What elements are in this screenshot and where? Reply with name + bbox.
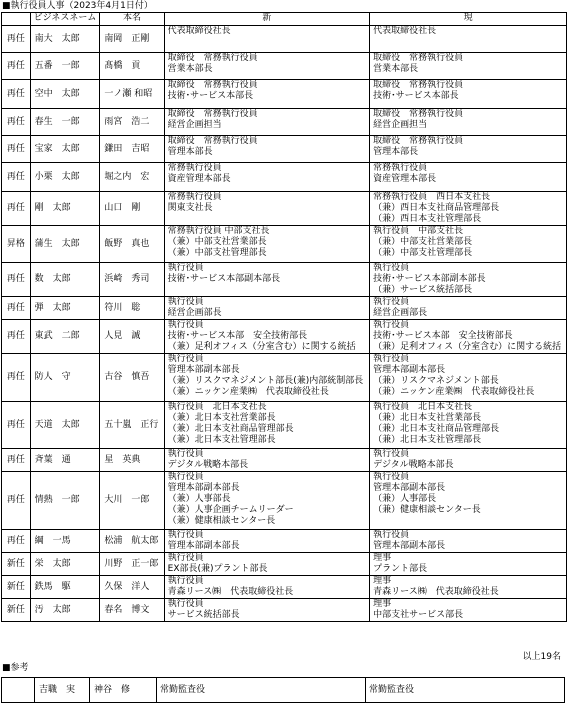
position-line: 常務執行役員 [167,192,222,202]
business-name-cell: 斉葉 通 [30,449,100,472]
position-line: 執行役員 [373,263,410,273]
position-line: 管理本部副本部長 [373,483,446,493]
business-name-cell: 五番 一郎 [30,53,100,80]
real-name-cell: 古谷 慎吾 [100,354,164,402]
position-line: 技術･サービス本部 安全技術部長 [167,331,308,341]
current-position-cell [370,53,567,80]
position-line: 技術･サービス本部長 [373,91,459,101]
header-new: 新 [164,13,370,26]
position-line: （兼）西日本支社管理部長 [373,214,482,224]
status-cell: 再任 [2,297,31,320]
position-line: 執行役員 [167,320,204,330]
header-business-name: ビジネスネーム [30,13,100,26]
position-line: 中部支社サービス部長 [373,610,464,620]
position-line: 執行役員 [167,297,204,307]
page-title: ■執行役員人事（2023年4月1日付） [2,1,153,11]
table-row [2,109,567,136]
position-line: （兼）ニッケン産業㈱ 代表取締役社長 [167,387,329,397]
position-line: 執行役員 [167,449,204,459]
new-position-cell [164,530,370,553]
position-line: （兼）足利オフィス（分室含む）に関する統括 [373,342,562,352]
current-position-cell [366,678,565,703]
business-name-cell: 鉄馬 駆 [30,576,100,599]
status-cell: 再任 [2,136,31,163]
position-line: 常務執行役員 中部支社長 [167,226,270,236]
position-line: 執行役員 [167,263,204,273]
status-cell: 再任 [2,354,31,402]
business-name-cell: 剛 太郎 [30,192,100,226]
position-line: 技術･サービス本部 安全技術部長 [373,331,513,341]
position-line: 経営企画担当 [373,120,428,130]
position-line: 執行役員 北日本支社長 [373,402,473,412]
position-line: 管理本部副本部長 [167,365,240,375]
position-line: 取締役 常務執行役員 [373,80,464,90]
position-line: 関東支社長 [167,203,213,213]
table-row [2,553,567,576]
position-line: （兼）北日本支社営業部長 [167,413,276,423]
new-position-cell [164,599,370,622]
position-line: 執行役員 [373,530,410,540]
table-row [2,263,567,297]
status-cell: 再任 [2,472,31,530]
current-position-cell [370,599,567,622]
position-line: 常務執行役員 [167,163,222,173]
position-line: 営業本部長 [373,64,419,74]
business-name-cell: 空中 太郎 [30,80,100,109]
real-name-cell: 大川 一郎 [100,472,164,530]
position-line: 取締役 常務執行役員 [373,109,464,119]
table-row [2,226,567,263]
position-line: （兼）北日本支社商品管理部長 [373,424,500,434]
current-position-cell [370,136,567,163]
status-cell: 再任 [2,163,31,192]
real-name-cell: 南岡 正剛 [100,26,164,53]
position-line: 経営企画部長 [167,308,222,318]
current-position-cell [370,553,567,576]
business-name-cell: 防人 守 [30,354,100,402]
business-name-cell: 情熱 一郎 [30,472,100,530]
position-line: 執行役員 [167,354,204,364]
position-line: 管理本部長 [167,147,213,157]
position-line: 青森リース㈱ 代表取締役社長 [167,587,294,597]
business-name-cell: 数 太郎 [30,263,100,297]
position-line: 理事 [373,599,392,609]
position-line: （兼）サービス統括部長 [373,285,473,295]
status-cell: 再任 [2,53,31,80]
position-line: 経営企画部長 [373,308,428,318]
position-line: 管理本部副本部長 [167,541,240,551]
status-cell: 再任 [2,263,31,297]
new-position-cell [164,53,370,80]
table-row [2,136,567,163]
position-line: 代表取締役社長 [373,26,437,36]
position-line: （兼）健康相談センター長 [373,505,481,515]
position-line: （兼）北日本支社管理部長 [167,435,276,445]
current-position-cell [370,402,567,449]
real-name-cell: 浜崎 秀司 [100,263,164,297]
new-position-cell [164,109,370,136]
position-line: 取締役 常務執行役員 [167,53,258,63]
status-cell: 新任 [2,576,31,599]
current-position-cell [370,354,567,402]
position-line: （兼）足利オフィス（分室含む）に関する統括 [167,342,356,352]
status-cell: 再任 [2,26,31,53]
new-position-cell [164,226,370,263]
position-line: （兼）北日本支社商品管理部長 [167,424,294,434]
business-name-cell: 天道 太郎 [30,402,100,449]
real-name-cell: 星 英典 [100,449,164,472]
real-name-cell: 人見 誠 [100,320,164,354]
real-name-cell: 髙橋 貢 [100,53,164,80]
current-position-cell [370,530,567,553]
business-name-cell: 栄 太郎 [30,553,100,576]
header-real-name: 本名 [100,13,164,26]
position-line: 管理本部副本部長 [167,483,240,493]
position-line: 執行役員 [373,320,410,330]
position-line: 理事 [373,553,392,563]
position-line: 常務執行役員 西日本支社長 [373,192,491,202]
position-line: 管理本部長 [373,147,419,157]
current-position-cell [370,109,567,136]
position-line: 執行役員 [167,599,204,609]
position-line: （兼）中部支社管理部長 [373,248,473,258]
business-name-cell: 汚 太郎 [30,599,100,622]
position-line: 代表取締役社長 [167,26,231,36]
header-current: 現 [370,13,567,26]
position-line: プラント部長 [373,564,428,574]
real-name-cell: 春名 博文 [100,599,164,622]
real-name-cell: 川野 正一郎 [100,553,164,576]
status-cell: 再任 [2,530,31,553]
position-line: 資産管理本部長 [167,174,231,184]
position-line: 取締役 常務執行役員 [373,136,464,146]
current-position-cell [370,320,567,354]
reference-title: ■参考 [2,663,29,673]
business-name-cell: 東武 二郎 [30,320,100,354]
position-line: 技術･サービス本部副本部長 [373,274,486,284]
position-line: 執行役員 中部支社長 [373,226,464,236]
real-name-cell: 堀之内 宏 [100,163,164,192]
position-line: （兼）人事企画チームリーダー [167,505,294,515]
current-position-cell [370,80,567,109]
new-position-cell [164,576,370,599]
position-line: 執行役員 [373,472,410,482]
real-name-cell: 符川 聡 [100,297,164,320]
table-row [2,320,567,354]
position-line: 常務執行役員 [373,163,428,173]
real-name-cell: 山口 剛 [100,192,164,226]
position-line: （兼）中部支社営業部長 [167,237,267,247]
table-row [2,53,567,80]
position-line: 取締役 常務執行役員 [373,53,464,63]
real-name-cell: 一ノ瀬 和昭 [100,80,164,109]
real-name-cell: 雨宮 浩二 [100,109,164,136]
position-line: （兼）西日本支社商品管理部長 [373,203,500,213]
new-position-cell [157,678,366,703]
position-line: デジタル戦略本部長 [373,460,454,470]
table-row [2,576,567,599]
new-position-cell [164,263,370,297]
footnote-count: 以上19名 [522,652,561,662]
position-line: （兼）中部支社営業部長 [373,237,473,247]
table-row [2,80,567,109]
business-name-cell: 弾 太郎 [30,297,100,320]
current-position-cell [370,576,567,599]
position-line: （兼）中部支社管理部長 [167,248,267,258]
position-line: 営業本部長 [167,64,213,74]
status-cell: 新任 [2,553,31,576]
table-row [2,163,567,192]
table-row [2,449,567,472]
new-position-cell [164,26,370,53]
business-name-cell: 宝家 太郎 [30,136,100,163]
status-cell: 再任 [2,109,31,136]
current-position-cell [370,26,567,53]
status-cell: 再任 [2,449,31,472]
status-cell [2,678,35,703]
business-name-cell: 春生 一郎 [30,109,100,136]
new-position-cell [164,354,370,402]
table-row [2,192,567,226]
table-row [2,530,567,553]
position-line: 常勤監査役 [369,684,415,695]
position-line: （兼）北日本支社営業部長 [373,413,482,423]
position-line: （兼）リスクマネジメント部長 [373,376,499,386]
position-line: 経営企画担当 [167,120,222,130]
business-name-cell: 小栗 太郎 [30,163,100,192]
table-row [2,297,567,320]
real-name-cell: 久保 洋人 [100,576,164,599]
new-position-cell [164,80,370,109]
position-line: （兼）人事部長 [373,494,437,504]
position-line: 技術･サービス本部副本部長 [167,274,281,284]
position-line: （兼）北日本支社管理部長 [373,435,482,445]
business-name-cell: 蒲生 太郎 [30,226,100,263]
position-line: 青森リース㈱ 代表取締役社長 [373,587,499,597]
table-row [2,26,567,53]
status-cell: 再任 [2,402,31,449]
position-line: 取締役 常務執行役員 [167,109,258,119]
business-name-cell: 南大 太郎 [30,26,100,53]
header-status [2,13,31,26]
current-position-cell [370,449,567,472]
real-name-cell: 鎌田 吉昭 [100,136,164,163]
current-position-cell [370,297,567,320]
reference-table [1,677,565,703]
current-position-cell [370,263,567,297]
table-row [2,354,567,402]
new-position-cell [164,320,370,354]
position-line: （兼）健康相談センター長 [167,516,276,526]
table-row [2,599,567,622]
executive-table [1,12,567,622]
current-position-cell [370,226,567,263]
position-line: 執行役員 [167,576,204,586]
new-position-cell [164,192,370,226]
table-row [2,402,567,449]
table-header-row [2,13,567,26]
position-line: 執行役員 [373,297,410,307]
current-position-cell [370,163,567,192]
position-line: 理事 [373,576,392,586]
status-cell: 新任 [2,599,31,622]
position-line: デジタル戦略本部長 [167,460,249,470]
position-line: 執行役員 [373,354,410,364]
position-line: （兼）リスクマネジメント部長(兼)内部統制部長 [167,376,364,386]
position-line: 常勤監査役 [160,684,206,695]
status-cell: 昇格 [2,226,31,263]
position-line: 取締役 常務執行役員 [167,136,258,146]
status-cell: 再任 [2,192,31,226]
position-line: 執行役員 [167,472,204,482]
new-position-cell [164,553,370,576]
new-position-cell [164,472,370,530]
position-line: 管理本部副本部長 [373,365,446,375]
position-line: 執行役員 [373,449,410,459]
new-position-cell [164,136,370,163]
current-position-cell [370,192,567,226]
position-line: 執行役員 北日本支社長 [167,402,267,412]
real-name-cell: 神谷 修 [90,678,157,703]
table-row [2,678,565,703]
real-name-cell: 五十嵐 正行 [100,402,164,449]
real-name-cell: 松浦 航太郎 [100,530,164,553]
business-name-cell: 綱 一馬 [30,530,100,553]
table-row [2,472,567,530]
position-line: サービス統括部長 [167,610,240,620]
position-line: 管理本部副本部長 [373,541,446,551]
real-name-cell: 飯野 真也 [100,226,164,263]
status-cell: 再任 [2,320,31,354]
current-position-cell [370,472,567,530]
position-line: 技術･サービス本部長 [167,91,254,101]
position-line: 執行役員 [167,530,204,540]
position-line: 執行役員 [167,553,204,563]
new-position-cell [164,297,370,320]
position-line: （兼）ニッケン産業㈱ 代表取締役社長 [373,387,535,397]
new-position-cell [164,163,370,192]
status-cell: 再任 [2,80,31,109]
position-line: EX部長(兼)プラント部長 [167,564,268,574]
position-line: 取締役 常務執行役員 [167,80,258,90]
position-line: 資産管理本部長 [373,174,437,184]
new-position-cell [164,449,370,472]
business-name-cell: 吉職 実 [35,678,90,703]
new-position-cell [164,402,370,449]
position-line: （兼）人事部長 [167,494,231,504]
